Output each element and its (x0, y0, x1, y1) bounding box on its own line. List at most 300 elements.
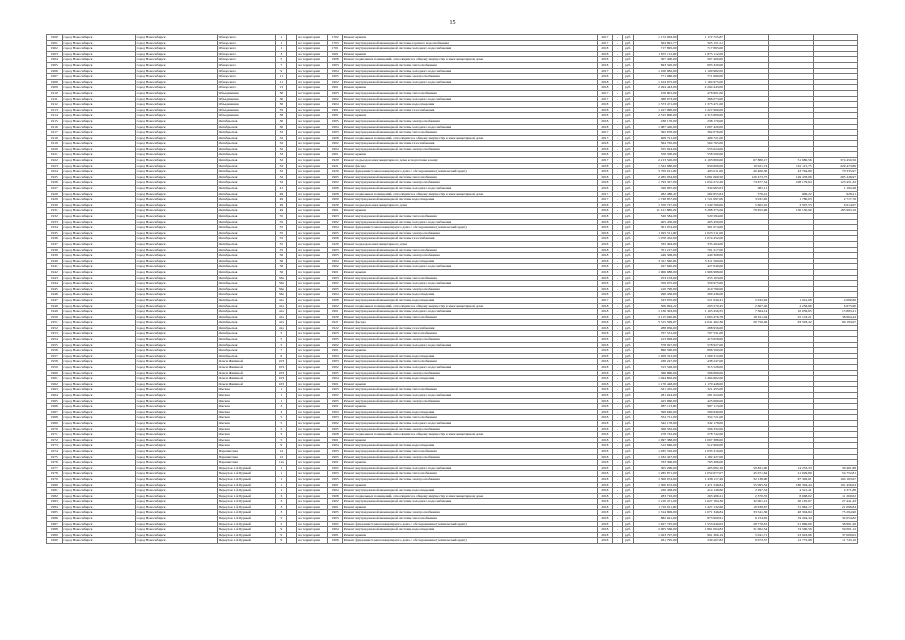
dash-cell: - (613, 325, 623, 331)
cost-total-cell: 1 054 677,07 (678, 471, 725, 477)
work-type-cell: Ремонт внутридомовой инженерной системы холодного водоснабжения (342, 281, 597, 287)
locality-cell: город Новосибирск (135, 426, 217, 432)
cost-total-cell: 701 217,00 (678, 247, 725, 253)
region-cell: город Новосибирск (62, 90, 135, 96)
work-type-cell: Ремонт крыши (342, 51, 597, 57)
year-cell: 2018 (597, 454, 613, 460)
location-type-cell: на территории (297, 158, 328, 164)
region-cell: город Новосибирск (62, 264, 135, 270)
row-number: 1933 (47, 219, 63, 225)
row-number: 1905 (47, 62, 63, 68)
house-number-cell: 5 (276, 331, 287, 337)
cost-cell: 1 875 112,00 (634, 51, 678, 57)
unit-cell: руб. (623, 325, 634, 331)
unit-cell: руб. (623, 482, 634, 488)
row-number: 1918 (47, 135, 63, 141)
year-cell: 2018 (597, 51, 613, 57)
extra-cost-1-cell: 10 921,74 (724, 163, 768, 169)
locality-cell: город Новосибирск (135, 90, 217, 96)
house-number-cell: 56 (276, 253, 287, 259)
street-cell: Октябрьская (217, 186, 276, 192)
unit-cell: руб. (623, 309, 634, 315)
work-code-cell: 1903 (328, 247, 342, 253)
location-type-cell: на территории (297, 135, 328, 141)
cost-cell: 505 290,00 (634, 465, 678, 471)
location-type-cell: на территории (297, 348, 328, 354)
work-type-cell: Ремонт крыши (342, 35, 597, 41)
location-type-cell: на территории (297, 269, 328, 275)
street-cell: Омская (217, 437, 276, 443)
row-number: 1964 (47, 393, 63, 399)
extra-cost-3-cell: 37 009,02 (813, 532, 857, 538)
work-code-cell: 1920 (328, 158, 342, 164)
work-type-cell: Ремонт фундамента многоквартирного дома с обследованием (технический аудит) (342, 225, 597, 231)
house-number-cell: 5 (276, 437, 287, 443)
work-type-cell: Ремонт подвальных помещений, относящихся к общему имуществу в многоквартирном доме (342, 303, 597, 309)
unit-cell: руб. (623, 420, 634, 426)
unit-cell: руб. (623, 236, 634, 242)
street-cell: Октябрьская (217, 118, 276, 124)
house-number-cell: 7 (276, 348, 287, 354)
unit-cell: руб. (623, 158, 634, 164)
region-cell: город Новосибирск (62, 393, 135, 399)
cost-cell: 1 500 672,00 (634, 482, 678, 488)
extra-cost-2-cell: 74 590,56 (769, 527, 813, 533)
work-code-cell: 1905 (328, 476, 342, 482)
work-type-cell: Ремонт внутридомовой инженерной системы теплоснабжения (342, 387, 597, 393)
street-cell: Парашютная (217, 448, 276, 454)
location-type-cell: на территории (297, 113, 328, 119)
location-type-cell: на территории (297, 538, 328, 544)
region-cell: город Новосибирск (62, 191, 135, 197)
region-cell: город Новосибирск (62, 102, 135, 108)
region-cell: город Новосибирск (62, 409, 135, 415)
house-number-cell: 49 (276, 208, 287, 214)
unit-cell: руб. (623, 141, 634, 147)
work-code-cell: 1904 (328, 292, 342, 298)
unit-cell: руб. (623, 107, 634, 113)
region-cell: город Новосибирск (62, 241, 135, 247)
dash-cell: - (613, 437, 623, 443)
cost-cell: 427 640,00 (634, 264, 678, 270)
cost-total-cell: 1 027 184,36 (678, 499, 725, 505)
work-code-cell: 1904 (328, 225, 342, 231)
year-cell: 2018 (597, 102, 613, 108)
unit-cell: руб. (623, 286, 634, 292)
dash-cell: - (613, 141, 623, 147)
house-number-cell: 1 (276, 471, 287, 477)
dash-cell: - (613, 191, 623, 197)
dash-cell: - (613, 202, 623, 208)
unit-cell: руб. (623, 230, 634, 236)
dash-cell: - (613, 297, 623, 303)
extra-cost-2-cell: 23 916,96 (769, 532, 813, 538)
cost-cell: 1 710 611,00 (634, 504, 678, 510)
year-cell: 2018 (597, 253, 613, 259)
extra-cost-3-cell: 11 743,16 (813, 538, 857, 544)
dash-cell: - (613, 320, 623, 326)
cost-total-cell: 392 076,00 (678, 130, 725, 136)
work-code-cell: 1922 (328, 325, 342, 331)
dash-cell: - (613, 348, 623, 354)
locality-cell: город Новосибирск (135, 46, 217, 52)
dash-cell: - (613, 85, 623, 91)
dash-cell: - (613, 488, 623, 494)
street-cell: Омская (217, 387, 276, 393)
street-cell: Октябрьская (217, 169, 276, 175)
street-cell: Октябрьская (217, 320, 276, 326)
cost-cell: 315 528,00 (634, 365, 678, 371)
year-cell: 2018 (597, 510, 613, 516)
cost-cell: 771 080,00 (634, 74, 678, 80)
work-code-cell: 1901 (328, 460, 342, 466)
extra-cost-2-cell: 20 165,67 (769, 499, 813, 505)
locality-cell: город Новосибирск (135, 241, 217, 247)
locality-cell: город Новосибирск (135, 510, 217, 516)
region-cell: город Новосибирск (62, 174, 135, 180)
extra-cost-3-cell: 70 335,97 (813, 169, 857, 175)
cost-total-cell: 2 103 800,00 (678, 158, 725, 164)
location-type-cell: на территории (297, 186, 328, 192)
location-type-cell: на территории (297, 202, 328, 208)
location-type-cell: на территории (297, 118, 328, 124)
dash-cell: - (613, 465, 623, 471)
dash-cell: - (613, 135, 623, 141)
unit-cell: руб. (623, 241, 634, 247)
locality-cell: город Новосибирск (135, 40, 217, 46)
cost-cell: 430 458,00 (634, 488, 678, 494)
work-type-cell: Ремонт внутридомовой инженерной системы теплоснабжения (342, 471, 597, 477)
unit-cell: руб. (623, 253, 634, 259)
house-number-cell: 103 (276, 365, 287, 371)
locality-cell: город Новосибирск (135, 191, 217, 197)
work-type-cell: Ремонт внутридомовой инженерной системы теплоснабжения (342, 516, 597, 522)
work-type-cell: Ремонт внутридомовой инженерной системы электроснабжения (342, 286, 597, 292)
cost-total-cell: 354 721,00 (678, 415, 725, 421)
house-number-cell: 55 (276, 247, 287, 253)
work-type-cell: Ремонт подвальных помещений, относящихся к общему имуществу в многоквартирном доме (342, 432, 597, 438)
dash-cell: - (613, 74, 623, 80)
dash-cell: - (613, 303, 623, 309)
work-type-cell: Ремонт внутридомовой инженерной системы холодного водоснабжения (342, 342, 597, 348)
location-type-cell: на территории (297, 180, 328, 186)
year-cell: 2018 (597, 107, 613, 113)
cost-total-cell: 334 965,03 (678, 186, 725, 192)
locality-cell: город Новосибирск (135, 465, 217, 471)
cost-total-cell: 558 500,00 (678, 152, 725, 158)
work-code-cell: 1903 (328, 516, 342, 522)
year-cell: 2018 (597, 499, 613, 505)
work-code-cell: 1904 (328, 258, 342, 264)
region-cell: город Новосибирск (62, 499, 135, 505)
street-cell: Переулок 1-й Бурный (217, 482, 276, 488)
locality-cell: город Новосибирск (135, 454, 217, 460)
house-number-cell: 55 (276, 214, 287, 220)
location-type-cell: на территории (297, 292, 328, 298)
street-cell: Октябрьская (217, 286, 276, 292)
street-cell: Объединения (217, 113, 276, 119)
extra-cost-3-cell: 11 260,02 (813, 493, 857, 499)
row-number: 1903 (47, 51, 63, 57)
extra-cost-2-cell: 48 304,84 (769, 510, 813, 516)
extra-cost-3-cell: 38 664,44 (813, 314, 857, 320)
cost-total-cell: 520 584,00 (678, 214, 725, 220)
extra-cost-3-cell: 4 371,88 (813, 488, 857, 494)
cost-total-cell: 507 400,00 (678, 57, 725, 63)
locality-cell: город Новосибирск (135, 516, 217, 522)
row-number: 1908 (47, 79, 63, 85)
extra-cost-2-cell: 806,22 (769, 191, 813, 197)
location-type-cell: на территории (297, 409, 328, 415)
work-type-cell: Ремонт внутридомовой инженерной системы водоотведения (342, 197, 597, 203)
location-type-cell: на территории (297, 370, 328, 376)
region-cell: город Новосибирск (62, 320, 135, 326)
extra-cost-2-cell: 8 668,02 (769, 493, 813, 499)
region-cell: город Новосибирск (62, 118, 135, 124)
location-type-cell: на территории (297, 532, 328, 538)
cost-total-cell: 1 104 975,00 (678, 79, 725, 85)
street-cell: Обнорского (217, 85, 276, 91)
cost-cell: 1 035 316,00 (634, 448, 678, 454)
work-type-cell: Ремонт внутридомовой инженерной системы электроснабжения (342, 74, 597, 80)
unit-cell: руб. (623, 62, 634, 68)
year-cell: 2018 (597, 79, 613, 85)
house-number-cell: 3 (276, 499, 287, 505)
cost-total-cell: 321 455,00 (678, 387, 725, 393)
extra-cost-1-cell: 10 939,67 (724, 504, 768, 510)
location-type-cell: на территории (297, 146, 328, 152)
work-code-cell: 1903 (328, 387, 342, 393)
year-cell: 2018 (597, 426, 613, 432)
house-number-cell: 1 (276, 465, 287, 471)
unit-cell: руб. (623, 258, 634, 264)
location-type-cell: на территории (297, 275, 328, 281)
extra-cost-1-cell: 40 406,30 (724, 169, 768, 175)
locality-cell: город Новосибирск (135, 348, 217, 354)
locality-cell: город Новосибирск (135, 415, 217, 421)
extra-cost-3-cell: 285 448,97 (813, 174, 857, 180)
house-number-cell: 103 (276, 370, 287, 376)
cost-total-cell: 1 170 448,00 (678, 381, 725, 387)
year-cell: 2018 (597, 320, 613, 326)
year-cell: 2018 (597, 404, 613, 410)
work-code-cell: 1904 (328, 527, 342, 533)
house-number-cell: 5 (276, 516, 287, 522)
dash-cell: - (613, 314, 623, 320)
region-cell: город Новосибирск (62, 532, 135, 538)
location-type-cell: на территории (297, 314, 328, 320)
unit-cell: руб. (623, 532, 634, 538)
year-cell: 2018 (597, 236, 613, 242)
dash-cell: - (613, 353, 623, 359)
location-type-cell: на территории (297, 197, 328, 203)
location-type-cell: на территории (297, 57, 328, 63)
work-type-cell: Ремонт внутридомовой инженерной системы теплоснабжения (342, 415, 597, 421)
cost-total-cell: 282 855,63 (678, 191, 725, 197)
work-type-cell: Ремонт внутридомовой инженерной системы электроснабжения (342, 370, 597, 376)
extra-cost-1-cell: 967,11 (724, 186, 768, 192)
street-cell: Октябрьская (217, 214, 276, 220)
cost-cell: 1 070 452,00 (634, 236, 678, 242)
locality-cell: город Новосибирск (135, 393, 217, 399)
street-cell: Переулок 1-й Бурный (217, 516, 276, 522)
street-cell: Омская (217, 409, 276, 415)
cost-total-cell: 599 640,00 (678, 409, 725, 415)
street-cell: Обнорского (217, 62, 276, 68)
cost-total-cell: 2 315 800,00 (678, 113, 725, 119)
street-cell: Переулок 1-й Бурный (217, 499, 276, 505)
cost-total-cell: 2 041 462,36 (678, 320, 725, 326)
work-code-cell: 1905 (328, 253, 342, 259)
cost-total-cell: 1 540 760,00 (678, 202, 725, 208)
locality-cell: город Новосибирск (135, 163, 217, 169)
dash-cell: - (613, 365, 623, 371)
locality-cell: город Новосибирск (135, 79, 217, 85)
extra-cost-3-cell: 69 193,07 (813, 320, 857, 326)
extra-cost-2-cell: 21 029,80 (769, 471, 813, 477)
work-code-cell: 1905 (328, 174, 342, 180)
dash-cell: - (613, 225, 623, 231)
cost-cell: 409 721,00 (634, 135, 678, 141)
extra-cost-3-cell: 21 096,84 (813, 504, 857, 510)
region-cell: город Новосибирск (62, 303, 135, 309)
cost-cell: 701 217,00 (634, 247, 678, 253)
house-number-cell: 5 (276, 521, 287, 527)
street-cell: Омская (217, 420, 276, 426)
row-number: 1990 (47, 538, 63, 544)
work-type-cell: Ремонт внутридомовой инженерной системы электроснабжения (342, 398, 597, 404)
locality-cell: город Новосибирск (135, 102, 217, 108)
unit-cell: руб. (623, 398, 634, 404)
extra-cost-1-cell: 3 031,65 (724, 197, 768, 203)
cost-total-cell: 1 553 940,02 (678, 521, 725, 527)
dash-cell: - (613, 269, 623, 275)
unit-cell: руб. (623, 174, 634, 180)
work-type-cell: Ремонт крыши (342, 269, 597, 275)
street-cell: Октябрьская (217, 141, 276, 147)
location-type-cell: на территории (297, 393, 328, 399)
row-number: 1987 (47, 521, 63, 527)
region-cell: город Новосибирск (62, 443, 135, 449)
cost-total-cell: 873 900,91 (678, 516, 725, 522)
work-type-cell: Ремонт внутридомовой инженерной системы теплоснабжения (342, 90, 597, 96)
work-type-cell: Ремонт фундамента многоквартирного дома с обследованием (технический аудит) (342, 169, 597, 175)
year-cell: 2018 (597, 241, 613, 247)
work-code-cell: 1906 (328, 236, 342, 242)
cost-cell: 1 097 388,00 (634, 437, 678, 443)
work-code-cell: 1903 (328, 275, 342, 281)
house-number-cell: 5 (276, 426, 287, 432)
locality-cell: город Новосибирск (135, 488, 217, 494)
region-cell: город Новосибирск (62, 476, 135, 482)
cost-total-cell: 3 081 060,50 (678, 174, 725, 180)
row-number: 1939 (47, 253, 63, 259)
unit-cell: руб. (623, 51, 634, 57)
extra-cost-2-cell: 31 962,17 (769, 504, 813, 510)
locality-cell: город Новосибирск (135, 409, 217, 415)
street-cell: Ольги Жилиной (217, 365, 276, 371)
location-type-cell: на территории (297, 460, 328, 466)
extra-cost-1-cell: 2 667,46 (724, 303, 768, 309)
year-cell: 2018 (597, 258, 613, 264)
unit-cell: руб. (623, 348, 634, 354)
year-cell: 2018 (597, 437, 613, 443)
locality-cell: город Новосибирск (135, 448, 217, 454)
row-number: 1926 (47, 180, 63, 186)
cost-cell: 405 450,00 (634, 219, 678, 225)
cost-cell: 11 121 886,29 (634, 208, 678, 214)
cost-cell: 1 550 727,00 (634, 202, 678, 208)
year-cell: 2018 (597, 163, 613, 169)
dash-cell: - (613, 510, 623, 516)
dash-cell: - (613, 96, 623, 102)
work-type-cell: Ремонт внутридомовой инженерной системы газоснабжения (342, 141, 597, 147)
dash-cell: - (613, 376, 623, 382)
region-cell: город Новосибирск (62, 538, 135, 544)
year-cell: 2017 (597, 96, 613, 102)
cost-total-cell: 1 054 272,26 (678, 180, 725, 186)
unit-cell: руб. (623, 208, 634, 214)
cost-cell: 693 320,00 (634, 62, 678, 68)
page-number: 15 (449, 20, 456, 26)
row-number: 1961 (47, 376, 63, 382)
locality-cell: город Новосибирск (135, 247, 217, 253)
locality-cell: город Новосибирск (135, 85, 217, 91)
work-code-cell: 1905 (328, 510, 342, 516)
year-cell: 2018 (597, 348, 613, 354)
cost-total-cell: 359 975,00 (678, 281, 725, 287)
year-cell: 2018 (597, 415, 613, 421)
work-code-cell: 1902 (328, 521, 342, 527)
street-cell: Ольги Жилиной (217, 376, 276, 382)
locality-cell: город Новосибирск (135, 146, 217, 152)
work-type-cell: Ремонт внутридомовой инженерной системы электроснабжения (342, 454, 597, 460)
cost-cell: 717 895,00 (634, 46, 678, 52)
street-cell: Переулок 1-й Бурный (217, 510, 276, 516)
location-type-cell: на территории (297, 488, 328, 494)
cost-cell: 1 627 745,00 (634, 521, 678, 527)
location-type-cell: на территории (297, 448, 328, 454)
extra-cost-2-cell: 10 059,85 (769, 309, 813, 315)
location-type-cell: на территории (297, 79, 328, 85)
location-type-cell: на территории (297, 74, 328, 80)
street-cell: Октябрьская (217, 275, 276, 281)
locality-cell: город Новосибирск (135, 275, 217, 281)
work-code-cell: 1901 (328, 404, 342, 410)
extra-cost-1-cell: 31 062,54 (724, 527, 768, 533)
cost-cell: 1 087 420,00 (634, 124, 678, 130)
cost-cell: 281 024,00 (634, 393, 678, 399)
work-type-cell: Ремонт крыши (342, 437, 597, 443)
location-type-cell: на территории (297, 281, 328, 287)
dash-cell: - (613, 40, 623, 46)
street-cell: Переулок 1-й Бурный (217, 465, 276, 471)
year-cell: 2018 (597, 281, 613, 287)
dash-cell: - (613, 113, 623, 119)
row-number: 1958 (47, 359, 63, 365)
row-number: 1989 (47, 532, 63, 538)
location-type-cell: на территории (297, 432, 328, 438)
dash-cell: - (613, 415, 623, 421)
cost-total-cell: 476 801,00 (678, 90, 725, 96)
row-number: 1928 (47, 191, 63, 197)
work-type-cell: Ремонт внутридомовой инженерной системы теплоснабжения (342, 314, 597, 320)
street-cell: Омская (217, 393, 276, 399)
cost-total-cell: 238 170,00 (678, 118, 725, 124)
row-number: 1906 (47, 68, 63, 74)
dash-cell: - (613, 180, 623, 186)
location-type-cell: на территории (297, 454, 328, 460)
